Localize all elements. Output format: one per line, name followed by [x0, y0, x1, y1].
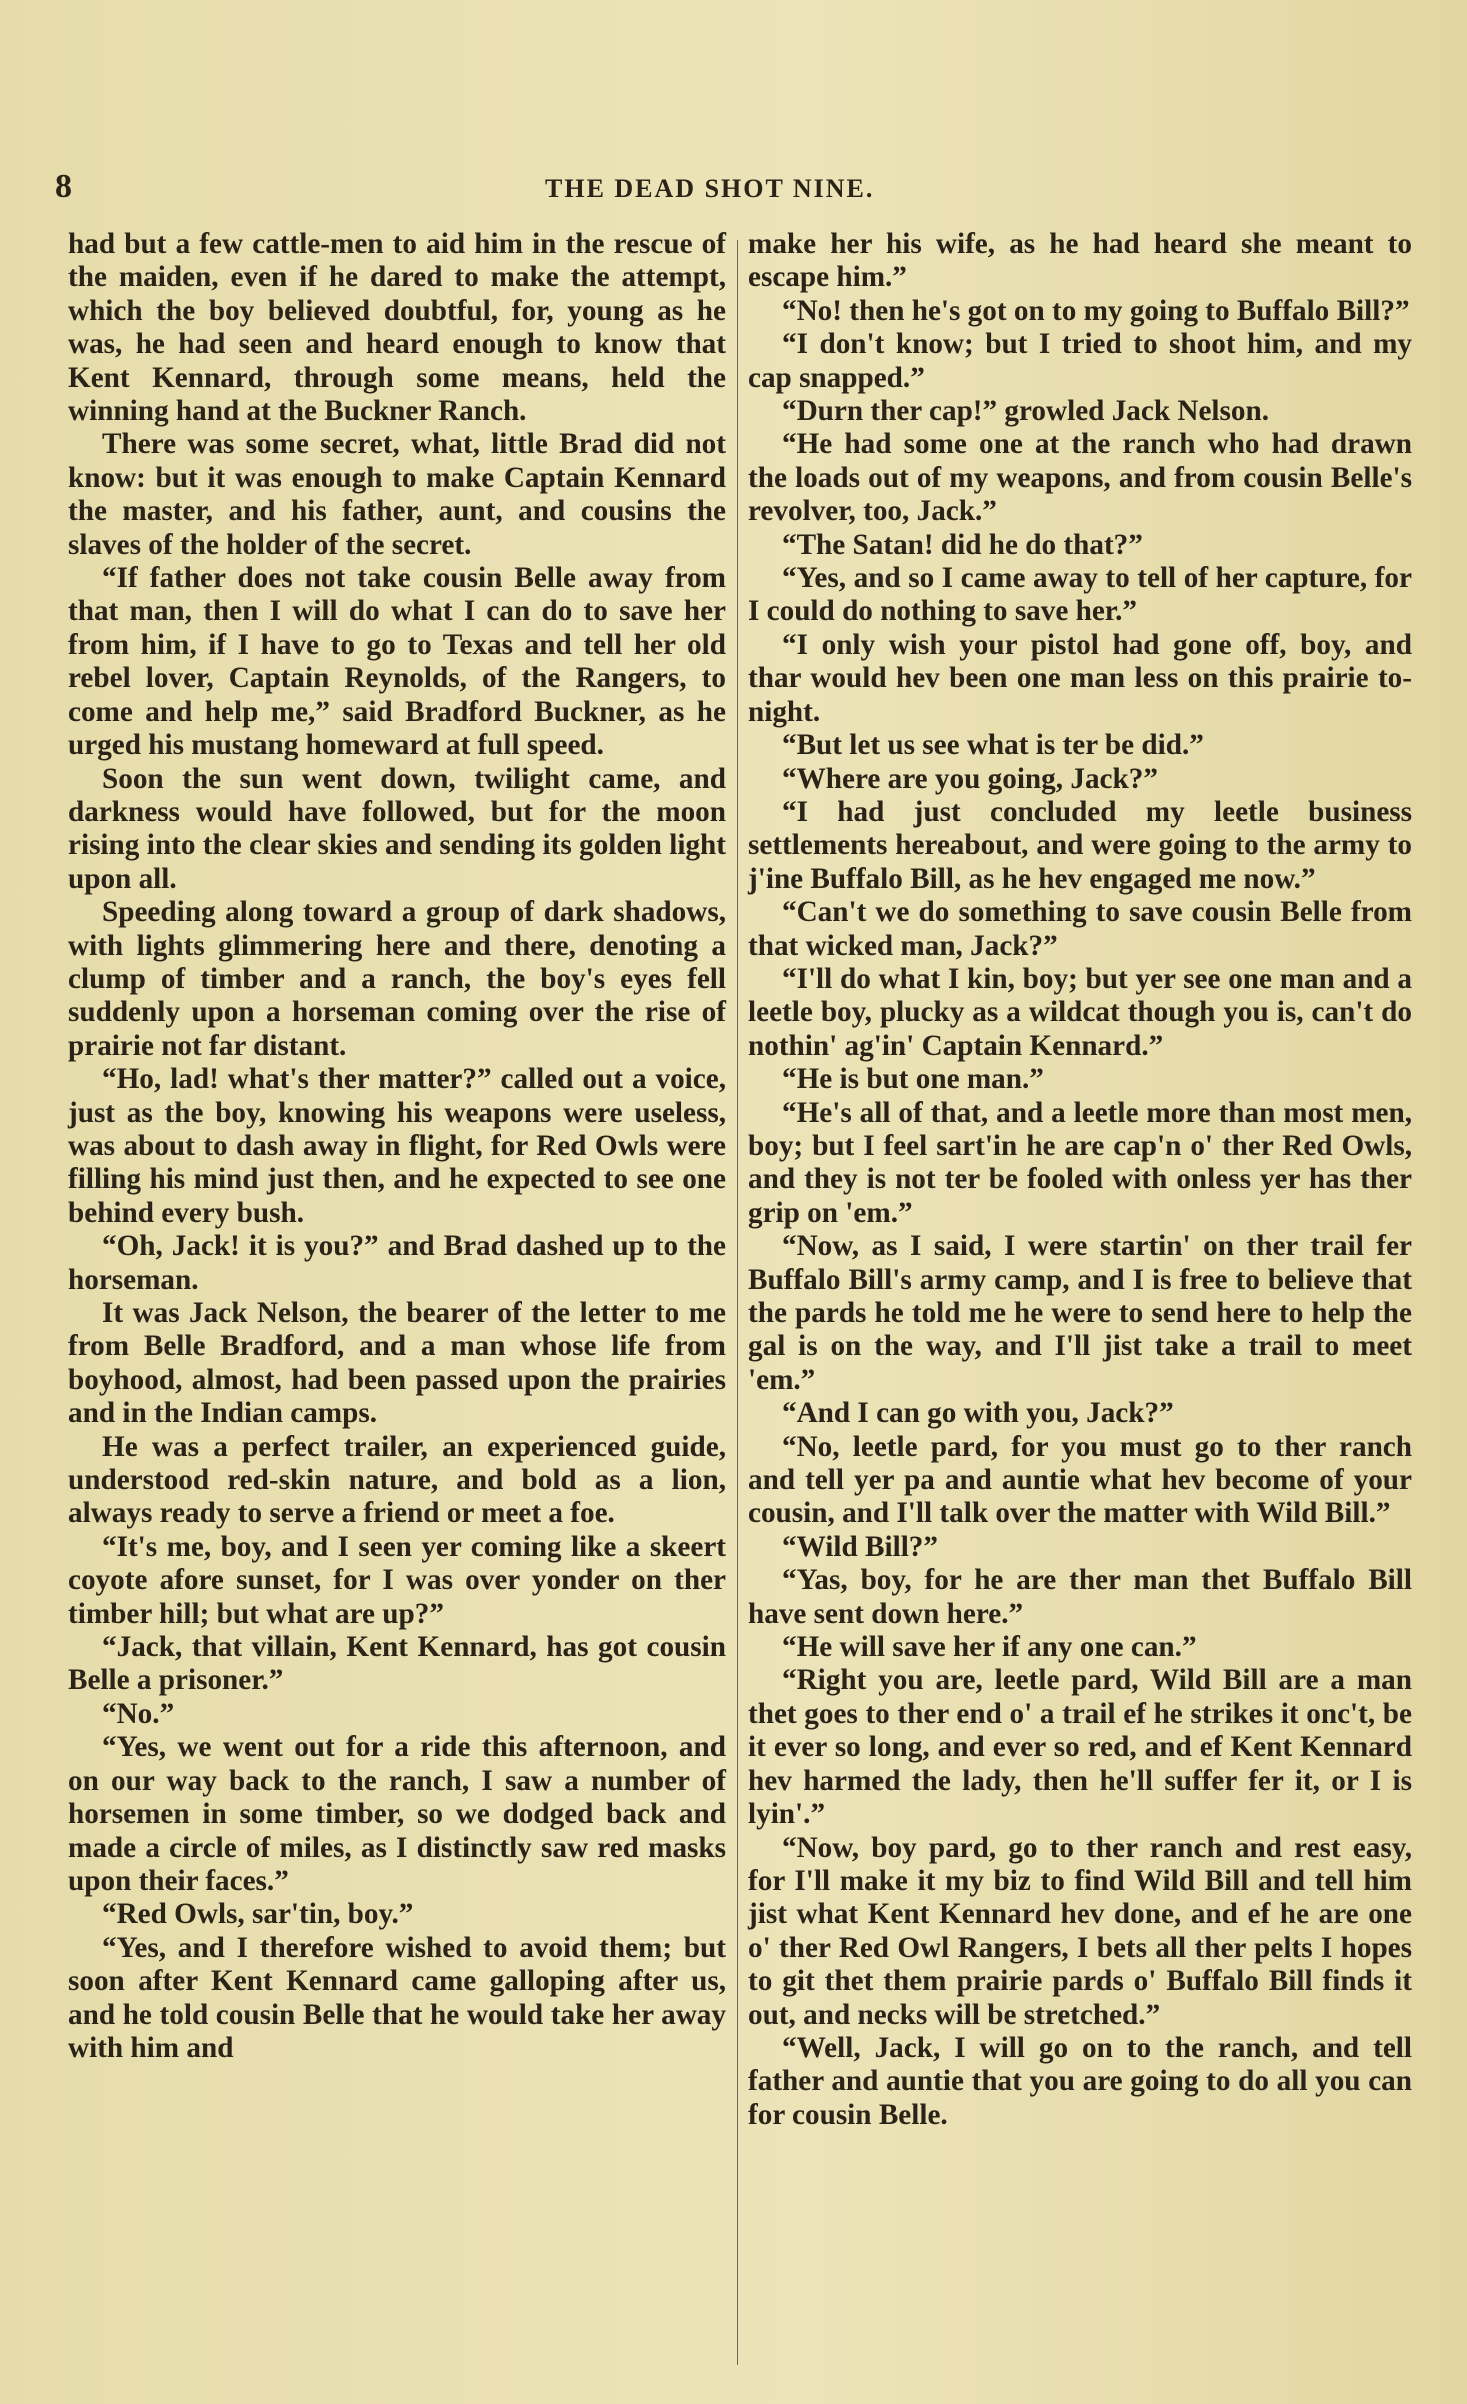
paragraph: “Yas, boy, for he are ther man thet Buffalo Bill have sent down here.” — [748, 1564, 1412, 1630]
paragraph: “No.” — [102, 1697, 175, 1730]
paragraph: “It's me, boy, and I seen yer coming like a skeert coyote afore sunset, for I was over yonder on ther timber hill; but what are up?” — [68, 1530, 726, 1630]
paragraph: had but a few cattle-men to aid him in the rescue of the maiden, even if he dared to make the attempt, which the boy believed doubtful, for, young as he was, he had seen and heard enough to know that Kent Kennard, through some means, held the winning hand at the Buckner Ranch. — [68, 228, 726, 428]
paragraph: “No, leetle pard, for you must go to ther ranch and tell yer pa and auntie what hev become of your cousin, and I'll talk over the matter with Wild Bill.” — [748, 1430, 1412, 1530]
paragraph: “He is but one man.” — [782, 1063, 1044, 1096]
paragraph: “Yes, we went out for a ride this afternoon, and on our way back to the ranch, I saw a number of horsemen in some timber, so we dodged back and made a circle of miles, as I distinctly saw red masks upon their faces.” — [68, 1731, 726, 1897]
paragraph: “Wild Bill?” — [782, 1530, 938, 1563]
column-divider — [737, 240, 738, 2365]
paragraph: “Can't we do something to save cousin Belle from that wicked man, Jack?” — [748, 896, 1412, 962]
paragraph: “Right you are, leetle pard, Wild Bill are a man thet goes to ther end o' a trail ef he strikes it onc't, be it ever so long, and ever so red, and ef Kent Kennard hev harmed the lady, then he'll suffer fer it, or I is lyin'.” — [748, 1664, 1412, 1831]
paragraph: “Now, boy pard, go to ther ranch and rest easy, for I'll make it my biz to find Wild Bill and tell him jist what Kent Kennard hev done, and ef he are one o' ther Red Owl Rangers, I bets all ther pelts I hopes to git thet them prairie pards o' Buffalo Bill finds it out, and necks will be stretched.” — [748, 1831, 1412, 2031]
paragraph: “Yes, and so I came away to tell of her capture, for I could do nothing to save her.” — [748, 562, 1412, 628]
paragraph: “If father does not take cousin Belle away from that man, then I will do what I can do to save her from him, if I have to go to Texas and tell her old rebel lover, Captain Reynolds, of the Rangers, to come and help me,” said Bradford Buckner, as he urged his mustang homeward at full speed. — [68, 562, 726, 762]
paragraph: “He will save her if any one can.” — [782, 1631, 1197, 1664]
paragraph: “The Satan! did he do that?” — [782, 528, 1143, 561]
running-title: THE DEAD SHOT NINE. — [545, 174, 875, 203]
paragraph: “He's all of that, and a leetle more than most men, boy; but I feel sart'in he are cap'n o' ther Red Owls, and they is not ter be fooled with onless yer has ther grip on 'em.” — [748, 1096, 1412, 1229]
page-header — [55, 168, 1415, 208]
paragraph: “But let us see what is ter be did.” — [782, 729, 1204, 762]
paragraph: “Well, Jack, I will go on to the ranch, and tell father and auntie that you are going to do all you can for cousin Belle. — [748, 2031, 1412, 2131]
paragraph: “I'll do what I kin, boy; but yer see one man and a leetle boy, plucky as a wildcat though you is, can't do nothin' ag'in' Captain Kennard.” — [748, 962, 1412, 1062]
paragraph: “Jack, that villain, Kent Kennard, has got cousin Belle a prisoner.” — [68, 1631, 726, 1697]
paragraph: Soon the sun went down, twilight came, and darkness would have followed, but for the moon rising into the clear skies and sending its golden light upon all. — [68, 762, 726, 895]
page-number: 8 — [55, 168, 72, 205]
paragraph: There was some secret, what, little Brad did not know: but it was enough to make Captain Kennard the master, and his father, aunt, and cousins the slaves of the holder of the secret. — [68, 428, 726, 561]
paragraph: “And I can go with you, Jack?” — [782, 1397, 1174, 1430]
paragraph: “He had some one at the ranch who had drawn the loads out of my weapons, and from cousin Belle's revolver, too, Jack.” — [748, 428, 1412, 528]
paragraph: “Now, as I said, I were startin' on ther trail fer Buffalo Bill's army camp, and I is free to believe that the pards he told me he were to send here to help the gal is on the way, and I'll jist take a trail to meet 'em.” — [748, 1230, 1412, 1396]
paragraph: “I only wish your pistol had gone off, boy, and thar would hev been one man less on this prairie to-night. — [748, 628, 1412, 728]
paragraph: “I had just concluded my leetle business settlements hereabout, and were going to the army to j'ine Buffalo Bill, as he hev engaged me now.” — [748, 795, 1412, 895]
paragraph: “Yes, and I therefore wished to avoid them; but soon after Kent Kennard came galloping after us, and he told cousin Belle that he would take her away with him and — [68, 1931, 726, 2064]
paragraph: “Red Owls, sar'tin, boy.” — [102, 1898, 414, 1931]
paragraph: “Oh, Jack! it is you?” and Brad dashed up to the horseman. — [68, 1230, 726, 1296]
paragraph: “Where are you going, Jack?” — [782, 762, 1158, 795]
left-column — [68, 228, 726, 2065]
paragraph: Speeding along toward a group of dark shadows, with lights glimmering here and there, denoting a clump of timber and a ranch, the boy's eyes fell suddenly upon a horseman coming over the rise of prairie not far distant. — [68, 896, 726, 1062]
paragraph: It was Jack Nelson, the bearer of the letter to me from Belle Bradford, and a man whose life from boyhood, almost, had been passed upon the prairies and in the Indian camps. — [68, 1297, 726, 1430]
paragraph: make her his wife, as he had heard she meant to escape him.” — [748, 228, 1412, 294]
paragraph: “Durn ther cap!” growled Jack Nelson. — [782, 395, 1269, 428]
paragraph: He was a perfect trailer, an experienced guide, understood red-skin nature, and bold as a lion, always ready to serve a friend or meet a foe. — [68, 1430, 726, 1530]
paragraph: “No! then he's got on to my going to Buffalo Bill?” — [782, 294, 1410, 327]
paragraph: “Ho, lad! what's ther matter?” called out a voice, just as the boy, knowing his weapons were useless, was about to dash away in flight, for Red Owls were filling his mind just then, and he expected to see one behind every bush. — [68, 1063, 726, 1229]
paragraph: “I don't know; but I tried to shoot him, and my cap snapped.” — [748, 328, 1412, 394]
right-column — [748, 228, 1412, 2132]
